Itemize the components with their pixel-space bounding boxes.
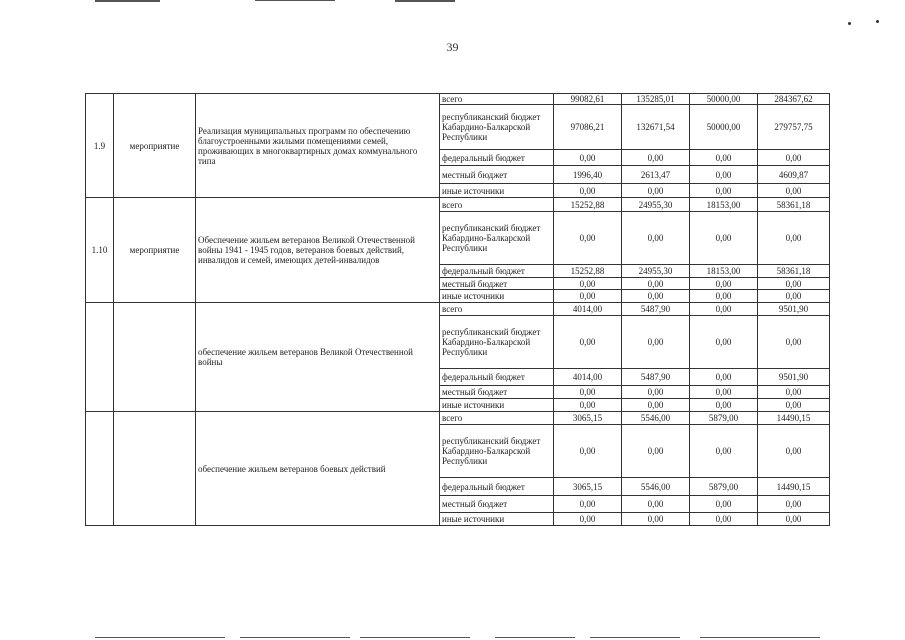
value-cell: 0,00 [758, 496, 830, 513]
value-cell: 0,00 [554, 386, 622, 399]
funding-source: местный бюджет [440, 278, 554, 290]
value-cell: 0,00 [554, 278, 622, 290]
scan-artifact-line [495, 637, 575, 638]
row-number [86, 303, 114, 412]
value-cell: 0,00 [758, 425, 830, 478]
scan-artifact-line [360, 637, 470, 638]
row-type [114, 303, 196, 412]
value-cell: 14490,15 [758, 478, 830, 496]
value-cell: 1996,40 [554, 166, 622, 184]
funding-source: местный бюджет [440, 166, 554, 184]
value-cell: 0,00 [622, 496, 690, 513]
table-row [86, 412, 830, 425]
value-cell: 15252,88 [554, 198, 622, 212]
value-cell: 0,00 [622, 290, 690, 303]
funding-source: иные источники [440, 513, 554, 526]
value-cell: 3065,15 [554, 412, 622, 425]
value-cell: 18153,00 [690, 265, 758, 278]
value-cell: 0,00 [622, 212, 690, 265]
scan-artifact-line [95, 0, 160, 2]
row-type: мероприятие [114, 94, 196, 198]
value-cell: 0,00 [554, 290, 622, 303]
value-cell: 0,00 [622, 150, 690, 166]
funding-source: всего [440, 412, 554, 425]
value-cell: 50000,00 [690, 94, 758, 105]
value-cell: 97086,21 [554, 105, 622, 150]
scan-artifact-line [255, 0, 335, 1]
funding-source: федеральный бюджет [440, 478, 554, 496]
value-cell: 0,00 [554, 150, 622, 166]
value-cell: 58361,18 [758, 198, 830, 212]
value-cell: 0,00 [690, 212, 758, 265]
value-cell: 5487,90 [622, 303, 690, 316]
value-cell: 15252,88 [554, 265, 622, 278]
value-cell: 0,00 [690, 316, 758, 369]
value-cell: 99082,61 [554, 94, 622, 105]
row-number: 1.10 [86, 198, 114, 303]
value-cell: 284367,62 [758, 94, 830, 105]
funding-source: федеральный бюджет [440, 369, 554, 386]
value-cell: 5879,00 [690, 412, 758, 425]
value-cell: 0,00 [622, 278, 690, 290]
funding-source: федеральный бюджет [440, 150, 554, 166]
value-cell: 0,00 [554, 212, 622, 265]
value-cell: 0,00 [690, 425, 758, 478]
value-cell: 0,00 [758, 184, 830, 198]
value-cell: 0,00 [554, 496, 622, 513]
page-number: 39 [446, 40, 459, 54]
value-cell: 9501,90 [758, 369, 830, 386]
value-cell: 0,00 [622, 513, 690, 526]
value-cell: 18153,00 [690, 198, 758, 212]
value-cell: 0,00 [690, 278, 758, 290]
scan-artifact-line [95, 637, 225, 638]
funding-source: иные источники [440, 290, 554, 303]
funding-source: республиканский бюджет Кабардино-Балкарской Республики [440, 105, 554, 150]
row-description: Реализация муниципальных программ по обеспечению благоустроенными жилыми помещениями семей, проживающих в многоквартирных домах коммунального типа [196, 94, 440, 198]
scan-artifact-dot [848, 22, 851, 25]
scan-artifact-line [240, 637, 350, 638]
value-cell: 0,00 [622, 386, 690, 399]
row-description: обеспечение жильем ветеранов боевых действий [196, 412, 440, 526]
funding-source: всего [440, 303, 554, 316]
value-cell: 132671,54 [622, 105, 690, 150]
value-cell: 5546,00 [622, 412, 690, 425]
value-cell: 4014,00 [554, 369, 622, 386]
value-cell: 0,00 [690, 399, 758, 412]
row-number: 1.9 [86, 94, 114, 198]
row-description: обеспечение жильем ветеранов Великой Отечественной войны [196, 303, 440, 412]
row-number [86, 412, 114, 526]
funding-source: республиканский бюджет Кабардино-Балкарской Республики [440, 425, 554, 478]
value-cell: 0,00 [758, 150, 830, 166]
value-cell: 0,00 [690, 290, 758, 303]
value-cell: 0,00 [690, 369, 758, 386]
budget-table [85, 93, 830, 526]
value-cell: 0,00 [758, 212, 830, 265]
value-cell: 0,00 [554, 425, 622, 478]
table-row [86, 303, 830, 316]
funding-source: республиканский бюджет Кабардино-Балкарской Республики [440, 316, 554, 369]
funding-source: местный бюджет [440, 496, 554, 513]
value-cell: 4609,87 [758, 166, 830, 184]
value-cell: 5546,00 [622, 478, 690, 496]
value-cell: 5487,90 [622, 369, 690, 386]
value-cell: 0,00 [758, 290, 830, 303]
value-cell: 58361,18 [758, 265, 830, 278]
value-cell: 0,00 [622, 184, 690, 198]
value-cell: 0,00 [622, 425, 690, 478]
value-cell: 24955,30 [622, 198, 690, 212]
funding-source: республиканский бюджет Кабардино-Балкарской Республики [440, 212, 554, 265]
value-cell: 0,00 [622, 399, 690, 412]
table-row [86, 198, 830, 212]
scan-artifact-line [395, 0, 455, 2]
funding-source: иные источники [440, 399, 554, 412]
row-type [114, 412, 196, 526]
value-cell: 0,00 [758, 399, 830, 412]
value-cell: 4014,00 [554, 303, 622, 316]
funding-source: местный бюджет [440, 386, 554, 399]
value-cell: 0,00 [554, 513, 622, 526]
value-cell: 0,00 [690, 184, 758, 198]
value-cell: 2613,47 [622, 166, 690, 184]
value-cell: 14490,15 [758, 412, 830, 425]
funding-source: федеральный бюджет [440, 265, 554, 278]
value-cell: 0,00 [622, 316, 690, 369]
value-cell: 0,00 [758, 316, 830, 369]
scan-artifact-line [700, 637, 820, 638]
value-cell: 0,00 [690, 303, 758, 316]
value-cell: 0,00 [758, 278, 830, 290]
value-cell: 0,00 [554, 316, 622, 369]
value-cell: 0,00 [690, 386, 758, 399]
funding-source: всего [440, 198, 554, 212]
value-cell: 50000,00 [690, 105, 758, 150]
scan-artifact-dot [876, 20, 879, 23]
scan-artifact-line [590, 637, 680, 638]
value-cell: 0,00 [554, 399, 622, 412]
funding-source: иные источники [440, 184, 554, 198]
value-cell: 279757,75 [758, 105, 830, 150]
value-cell: 0,00 [554, 184, 622, 198]
value-cell: 24955,30 [622, 265, 690, 278]
value-cell: 9501,90 [758, 303, 830, 316]
value-cell: 135285,01 [622, 94, 690, 105]
value-cell: 0,00 [690, 513, 758, 526]
value-cell: 5879,00 [690, 478, 758, 496]
value-cell: 0,00 [690, 150, 758, 166]
row-description: Обеспечение жильем ветеранов Великой Отечественной войны 1941 - 1945 годов, ветеранов боевых действий, инвалидов и семей, имеющих детей-инвалидов [196, 198, 440, 303]
value-cell: 0,00 [690, 166, 758, 184]
funding-source: всего [440, 94, 554, 105]
row-type: мероприятие [114, 198, 196, 303]
value-cell: 0,00 [758, 513, 830, 526]
value-cell: 0,00 [758, 386, 830, 399]
value-cell: 3065,15 [554, 478, 622, 496]
value-cell: 0,00 [690, 496, 758, 513]
table-row [86, 94, 830, 105]
